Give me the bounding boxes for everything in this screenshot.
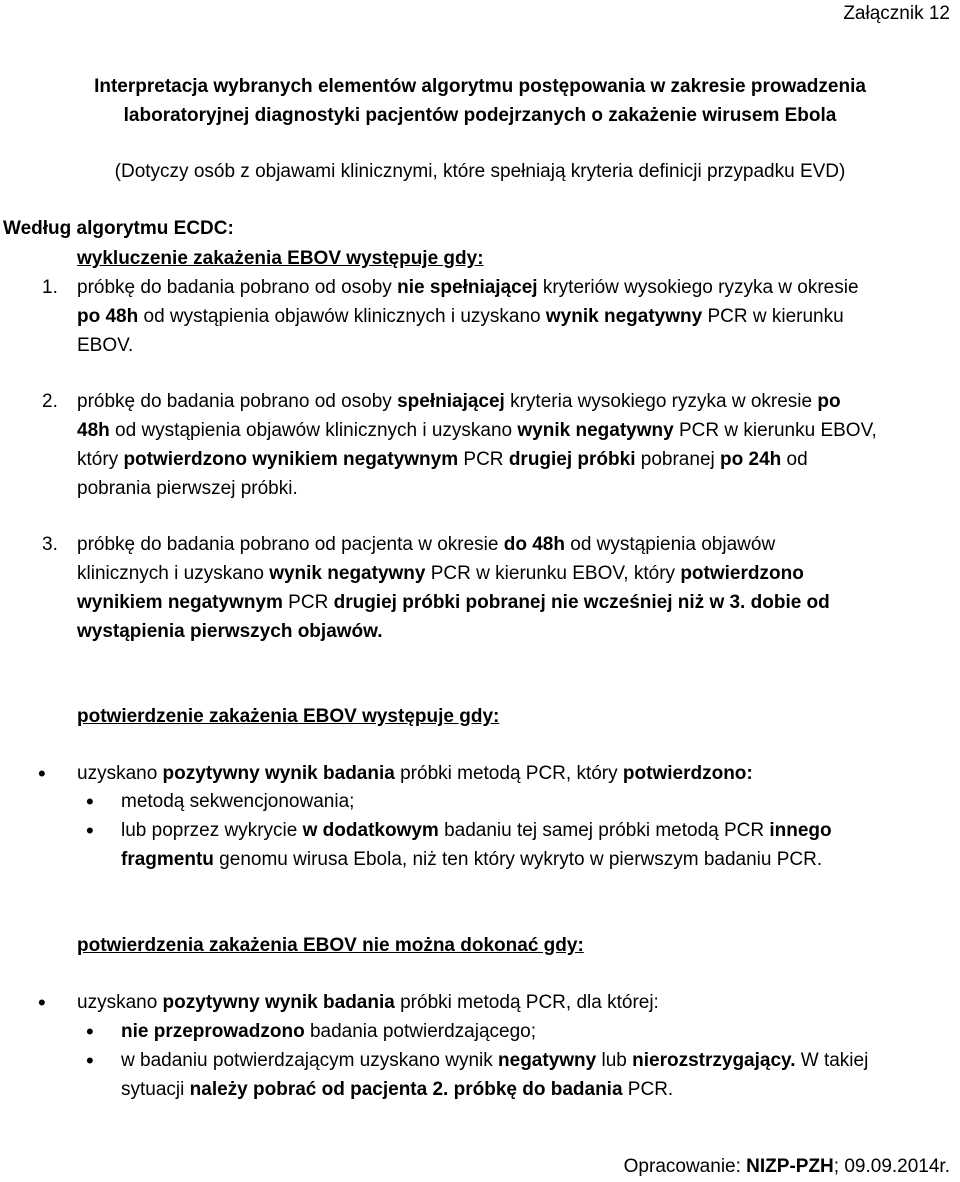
footer-credit: Opracowanie: NIZP-PZH; 09.09.2014r. bbox=[623, 1156, 950, 1177]
confirmation-heading: potwierdzenie zakażenia EBOV występuje gdy: bbox=[77, 706, 500, 727]
bullet: • bbox=[38, 990, 46, 1015]
no-confirmation-heading: potwierdzenia zakażenia EBOV nie można dokonać gdy: bbox=[77, 935, 584, 956]
algorithm-heading: Według algorytmu ECDC: bbox=[3, 218, 234, 239]
item-number: 1. bbox=[42, 277, 58, 298]
item-text: 48h od wystąpienia objawów klinicznych i uzyskano wynik negatywny PCR w kierunku EBOV, bbox=[77, 420, 877, 441]
annex-label: Załącznik 12 bbox=[843, 3, 950, 24]
bullet: • bbox=[86, 789, 94, 814]
item-number: 2. bbox=[42, 391, 58, 412]
list-item: uzyskano pozytywny wynik badania próbki metodą PCR, który potwierdzono: bbox=[77, 763, 753, 784]
item-text: po 48h od wystąpienia objawów klinicznych i uzyskano wynik negatywny PCR w kierunku bbox=[77, 306, 844, 327]
item-text: pobrania pierwszej próbki. bbox=[77, 478, 298, 499]
item-text: próbkę do badania pobrano od pacjenta w okresie do 48h od wystąpienia objawów bbox=[77, 534, 776, 555]
list-item: nie przeprowadzono badania potwierdzającego; bbox=[121, 1021, 537, 1042]
list-item: uzyskano pozytywny wynik badania próbki metodą PCR, dla której: bbox=[77, 992, 659, 1013]
list-item: lub poprzez wykrycie w dodatkowym badaniu tej samej próbki metodą PCR innego bbox=[121, 820, 832, 841]
list-item: sytuacji należy pobrać od pacjenta 2. próbkę do badania PCR. bbox=[121, 1079, 674, 1100]
bullet: • bbox=[86, 1048, 94, 1073]
item-text: wynikiem negatywnym PCR drugiej próbki pobranej nie wcześniej niż w 3. dobie od bbox=[77, 592, 830, 613]
bullet: • bbox=[86, 818, 94, 843]
list-item: w badaniu potwierdzającym uzyskano wynik negatywny lub nierozstrzygający. W takiej bbox=[121, 1050, 869, 1071]
item-text: EBOV. bbox=[77, 335, 134, 356]
item-text: klinicznych i uzyskano wynik negatywny PCR w kierunku EBOV, który potwierdzono bbox=[77, 563, 804, 584]
subtitle: (Dotyczy osób z objawami klinicznymi, które spełniają kryteria definicji przypadku EVD) bbox=[114, 161, 846, 182]
item-text: który potwierdzono wynikiem negatywnym PCR drugiej próbki pobranej po 24h od bbox=[77, 449, 808, 470]
title-line-2: laboratoryjnej diagnostyki pacjentów podejrzanych o zakażenie wirusem Ebola bbox=[123, 105, 837, 126]
bullet: • bbox=[86, 1019, 94, 1044]
title-line-1: Interpretacja wybranych elementów algorytmu postępowania w zakresie prowadzenia bbox=[94, 76, 866, 97]
item-text: próbkę do badania pobrano od osoby spełniającej kryteria wysokiego ryzyka w okresie po bbox=[77, 391, 841, 412]
list-item: metodą sekwencjonowania; bbox=[121, 791, 355, 812]
list-item: fragmentu genomu wirusa Ebola, niż ten który wykryto w pierwszym badaniu PCR. bbox=[121, 849, 823, 870]
item-text: próbkę do badania pobrano od osoby nie spełniającej kryteriów wysokiego ryzyka w okresie bbox=[77, 277, 859, 298]
bullet: • bbox=[38, 761, 46, 786]
item-number: 3. bbox=[42, 534, 58, 555]
item-text: wystąpienia pierwszych objawów. bbox=[77, 621, 383, 642]
exclusion-heading: wykluczenie zakażenia EBOV występuje gdy: bbox=[77, 248, 484, 269]
